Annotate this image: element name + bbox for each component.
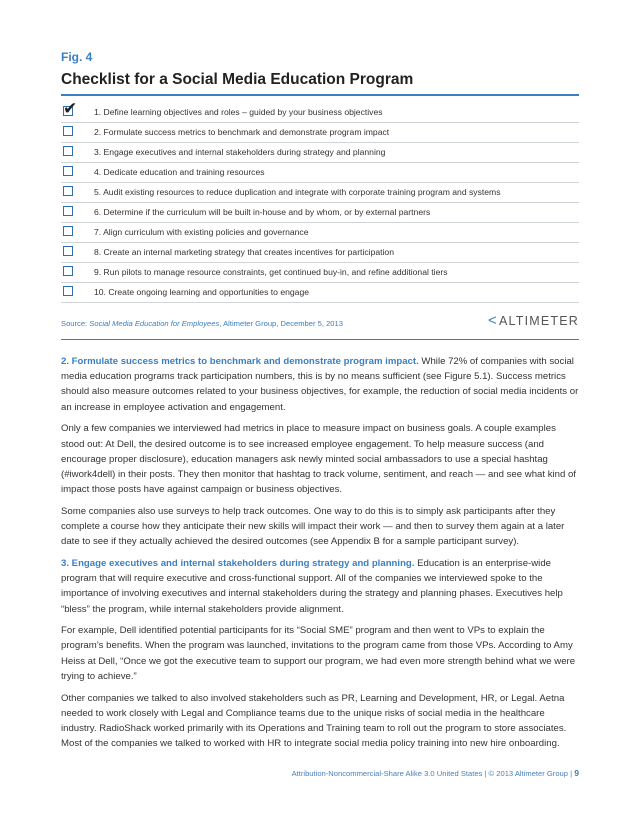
checkbox[interactable] — [63, 286, 73, 296]
checklist-item — [61, 163, 579, 183]
checklist — [61, 99, 579, 303]
checklist-item — [61, 123, 579, 143]
checklist-item — [61, 203, 579, 223]
paragraph-text: While 72% of companies with social media education programs track participation numbers, this is by no means sufficient (see Figure 5.1). Success metrics should also measure outcomes related to your business objectives, for example, the reduction of social media incidents or an increase in employee activation and engagement. — [61, 356, 579, 413]
checkbox[interactable] — [63, 246, 73, 256]
source-suffix: , Altimeter Group, December 5, 2013 — [219, 319, 343, 328]
paragraph-text: Other companies we talked to also involved stakeholders such as PR, Learning and Development, HR, or Legal. Aetna needed to work closely with Legal and Compliance teams due to the unique risks of social media in the healthcare industry. RadioShack worked primarily with its Operations and Training team to roll out the program to store associates. Most of the companies we talked to worked with HR to integrate social media policy training into new hire onboarding. — [61, 692, 567, 750]
checklist-item-text: 7. Align curriculum with existing policies and governance — [94, 227, 309, 237]
document-page — [61, 50, 579, 758]
paragraph-text: For example, Dell identified potential participants for its “Social SME” program and then went to VPs to explain the program’s benefits. When the program was launched, invitations to the program came from those VPs. According to Amy Heiss at Dell, “Once we got the executive team to support our program, we had even more strength behind what we were trying to achieve.” — [61, 625, 576, 682]
checklist-item-text: 10. Create ongoing learning and opportunities to engage — [94, 287, 310, 297]
checkmark-icon: ✔ — [63, 99, 78, 119]
checkbox[interactable] — [63, 186, 73, 196]
checklist-item-text: 5. Audit existing resources to reduce duplication and integrate with corporate training program and systems — [94, 187, 501, 197]
source-title: Social Media Education for Employees — [89, 319, 220, 328]
paragraph-text: Only a few companies we interviewed had metrics in place to measure impact on business goals. A couple examples stood out: At Dell, the desired outcome is to see increased employee engagement. To help measure success (and encourage proper disclosure), education managers ask newly minted social ambassadors to use a special hashtag (#iwork4dell) in their posts. They then monitor that hashtag to track volume, sentiment, and reach — and see what kind of impact those posts have against campaign or business objectives. — [61, 423, 576, 496]
source-citation — [61, 319, 343, 328]
logo-text: ALTIMETER — [498, 313, 579, 328]
checklist-item — [61, 143, 579, 163]
body-paragraph — [61, 421, 579, 497]
page-footer — [292, 768, 579, 778]
altimeter-logo — [488, 312, 579, 329]
paragraph-text: Some companies also use surveys to help track outcomes. One way to do this is to simply ask participants after they complete a course how they anticipate their new skills will impact their work — and then to survey them again at a later date to see if they actually achieved the desired outcomes (see Appendix B for a sample participant survey). — [61, 505, 565, 548]
page-number: 9 — [574, 768, 579, 778]
checkbox[interactable] — [63, 266, 73, 276]
paragraph-lead: 2. Formulate success metrics to benchmark and demonstrate program impact. — [61, 356, 419, 367]
checkbox[interactable] — [63, 126, 73, 136]
source-prefix: Source: — [61, 319, 90, 328]
checklist-item-text: 6. Determine if the curriculum will be built in-house and by whom, or by external partners — [94, 207, 431, 217]
checklist-item — [61, 243, 579, 263]
footer-license: Attribution-Noncommercial-Share Alike 3.0 United States | © 2013 Altimeter Group | — [291, 769, 573, 778]
checklist-item — [61, 183, 579, 203]
checkbox[interactable] — [63, 99, 78, 119]
title-rule — [61, 94, 579, 96]
body-text — [61, 354, 579, 751]
logo-mark-icon: < — [488, 312, 498, 329]
checkbox[interactable] — [63, 146, 73, 156]
checklist-item-text: 3. Engage executives and internal stakeholders during strategy and planning — [94, 147, 386, 157]
body-paragraph — [61, 556, 579, 617]
checklist-item — [61, 263, 579, 283]
checklist-item — [61, 283, 579, 303]
checklist-item-text: 8. Create an internal marketing strategy that creates incentives for participation — [94, 247, 394, 257]
checklist-item-text: 9. Run pilots to manage resource constraints, get continued buy-in, and refine additional tiers — [94, 267, 448, 277]
body-paragraph — [61, 691, 579, 752]
checkbox[interactable] — [63, 206, 73, 216]
checkbox[interactable] — [63, 166, 73, 176]
figure-label: Fig. 4 — [61, 50, 93, 64]
checklist-item — [61, 223, 579, 243]
checklist-item-text: 2. Formulate success metrics to benchmark and demonstrate program impact — [94, 127, 390, 137]
source-row — [61, 303, 579, 340]
paragraph-lead: 3. Engage executives and internal stakeholders during strategy and planning. — [61, 557, 415, 569]
checkbox[interactable] — [63, 226, 73, 236]
checklist-item-text: 4. Dedicate education and training resources — [94, 167, 265, 177]
body-paragraph — [61, 354, 579, 415]
paragraph-text: Education is an enterprise-wide program that will require executive and cross-functional support. All of the companies we interviewed spoke to the importance of involving executives and internal stakeholders during the strategy and planning phases. Executives help “bless” the program, while internal stakeholders provide alignment. — [61, 557, 563, 615]
checklist-item — [61, 99, 579, 123]
body-paragraph — [61, 504, 579, 550]
body-paragraph — [61, 623, 579, 684]
checklist-item-text: 1. Define learning objectives and roles – guided by your business objectives — [94, 107, 383, 117]
figure-title: Checklist for a Social Media Education Program — [61, 71, 414, 88]
